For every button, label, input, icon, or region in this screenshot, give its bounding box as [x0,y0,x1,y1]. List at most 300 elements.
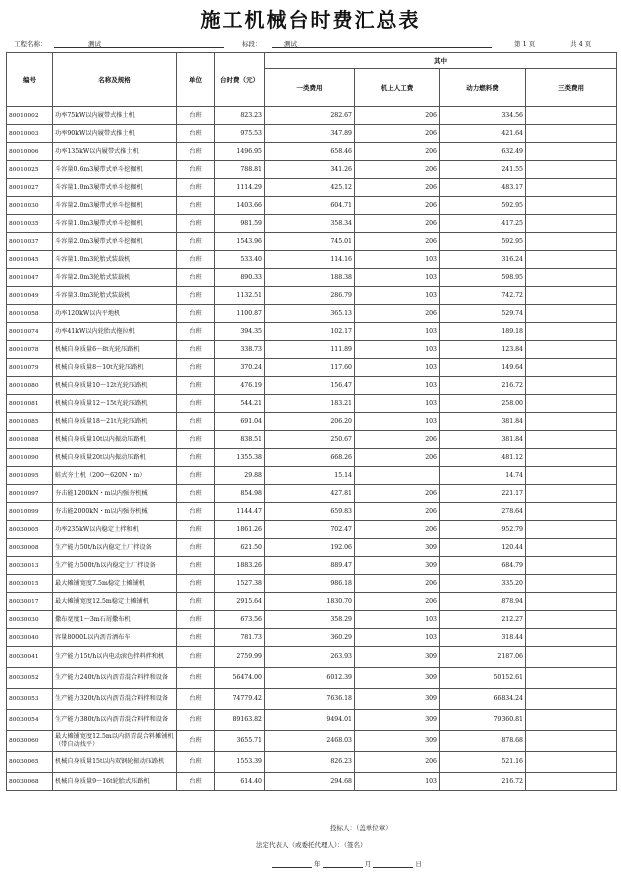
cell-unit: 台班 [177,197,215,215]
cell-rate: 1355.38 [215,449,265,467]
header-meta [14,37,608,51]
cell-c1: 206.20 [265,413,355,431]
cell-c3: 742.72 [440,287,526,305]
cell-code: 80030005 [7,521,53,539]
cell-c2: 206 [355,305,440,323]
cell-name: 生产能力380t/h以内沥青混合料拌和设备 [53,710,177,731]
table-row [7,107,617,125]
section-value: 测试 [284,40,297,48]
table-row [7,395,617,413]
cell-unit: 台班 [177,710,215,731]
cell-c2: 103 [355,773,440,791]
cell-c4 [526,752,617,773]
cell-c1: 1830.70 [265,593,355,611]
cell-c4 [526,161,617,179]
cell-name: 机械自身质量10t以内振动压路机 [53,431,177,449]
cell-c1: 425.12 [265,179,355,197]
cell-code: 80010002 [7,107,53,125]
cell-rate: 74779.42 [215,689,265,710]
cell-c1: 668.26 [265,449,355,467]
cell-c4 [526,539,617,557]
cell-name: 生产能力320t/h以内沥青混合料拌和设备 [53,689,177,710]
cell-c1: 102.17 [265,323,355,341]
cell-c1: 263.93 [265,647,355,668]
cell-code: 80010003 [7,125,53,143]
cell-c3: 120.44 [440,539,526,557]
cell-name: 功率235kW以内稳定土拌和机 [53,521,177,539]
cell-c1: 360.29 [265,629,355,647]
cell-c1: 188.38 [265,269,355,287]
cell-c2: 103 [355,251,440,269]
cell-c4 [526,521,617,539]
cell-c4 [526,731,617,752]
cell-c4 [526,467,617,485]
cell-rate: 394.35 [215,323,265,341]
cell-c2: 206 [355,521,440,539]
day-label: 日 [415,860,422,868]
cell-code: 80030065 [7,752,53,773]
cell-name: 功率120kW以内平地机 [53,305,177,323]
cell-unit: 台班 [177,593,215,611]
cell-c4 [526,377,617,395]
cell-unit: 台班 [177,125,215,143]
cell-name: 功率90kW以内履带式推土机 [53,125,177,143]
cell-code: 80030040 [7,629,53,647]
cell-unit: 台班 [177,557,215,575]
cell-name: 斗容量1.0m3履带式单斗挖掘机 [53,215,177,233]
header-name: 名称及规格 [53,53,177,107]
cell-unit: 台班 [177,611,215,629]
cell-c4 [526,269,617,287]
cell-c1: 659.83 [265,503,355,521]
cell-c2: 103 [355,359,440,377]
cell-c3: 216.72 [440,377,526,395]
cell-unit: 台班 [177,539,215,557]
cell-c3: 632.49 [440,143,526,161]
cell-rate: 788.81 [215,161,265,179]
cell-c3: 684.79 [440,557,526,575]
cell-name: 最大摊铺宽度12.5m稳定土摊铺机 [53,593,177,611]
month-blank [323,859,363,868]
table-row [7,503,617,521]
cell-c1: 702.47 [265,521,355,539]
cell-c2: 103 [355,323,440,341]
page-total: 共 4 页 [570,40,592,48]
cell-c4 [526,323,617,341]
cell-unit: 台班 [177,752,215,773]
cell-c2: 309 [355,668,440,689]
cell-c2: 309 [355,689,440,710]
year-label: 年 [314,860,321,868]
table-row [7,629,617,647]
cell-rate: 1553.39 [215,752,265,773]
table-row [7,197,617,215]
cell-c2: 206 [355,485,440,503]
cell-name: 夯击能2000kN・m以内强夯机械 [53,503,177,521]
cell-code: 80030041 [7,647,53,668]
cell-c3: 598.95 [440,269,526,287]
table-row [7,179,617,197]
cell-c4 [526,449,617,467]
cell-code: 80030017 [7,593,53,611]
cell-rate: 975.53 [215,125,265,143]
cell-unit: 台班 [177,269,215,287]
cell-rate: 1403.66 [215,197,265,215]
cell-c4 [526,251,617,269]
cell-c4 [526,341,617,359]
cell-c3: 381.84 [440,431,526,449]
cell-c3: 241.55 [440,161,526,179]
cell-code: 80030060 [7,731,53,752]
cell-c3: 592.95 [440,233,526,251]
table-row [7,647,617,668]
cell-name: 夯击能1200kN・m以内强夯机械 [53,485,177,503]
cell-c3: 123.84 [440,341,526,359]
cell-c3: 258.00 [440,395,526,413]
cell-c2: 206 [355,593,440,611]
cell-name: 功率135kW以内履带式推土机 [53,143,177,161]
cell-c1: 286.79 [265,287,355,305]
month-label: 月 [364,860,372,868]
cell-code: 80010079 [7,359,53,377]
cell-rate: 1543.96 [215,233,265,251]
table-row [7,377,617,395]
table-row [7,359,617,377]
cell-unit: 台班 [177,359,215,377]
table-row [7,593,617,611]
cell-c4 [526,107,617,125]
cell-c2: 206 [355,431,440,449]
cell-unit: 台班 [177,731,215,752]
cell-c1: 6012.39 [265,668,355,689]
cell-unit: 台班 [177,668,215,689]
cell-name: 最大摊铺宽度12.5m以内沥青混合料摊铺机（带自动找平） [53,731,177,752]
cell-unit: 台班 [177,773,215,791]
cell-c1: 156.47 [265,377,355,395]
section-value-line [272,38,492,48]
cell-c4 [526,647,617,668]
cell-c4 [526,287,617,305]
cell-code: 80030015 [7,575,53,593]
cell-c2: 103 [355,413,440,431]
cell-c2: 206 [355,575,440,593]
section-label: 标段： [242,40,262,48]
cell-rate: 89163.82 [215,710,265,731]
cell-c1: 889.47 [265,557,355,575]
page-number: 第 1 页 [514,40,536,48]
year-blank [272,859,312,868]
cell-code: 80010045 [7,251,53,269]
table-row [7,449,617,467]
cell-c3: 278.64 [440,503,526,521]
cell-c1: 111.89 [265,341,355,359]
cell-c4 [526,557,617,575]
cell-rate: 673.56 [215,611,265,629]
cell-rate: 2915.64 [215,593,265,611]
cell-c1: 114.16 [265,251,355,269]
table-row [7,467,617,485]
cell-code: 80010095 [7,467,53,485]
cell-c3: 50152.61 [440,668,526,689]
cell-name: 机械自身质量20t以内振动压路机 [53,449,177,467]
table-row [7,125,617,143]
cell-c2: 309 [355,731,440,752]
cell-code: 80010047 [7,269,53,287]
table-row [7,668,617,689]
cell-rate: 476.19 [215,377,265,395]
cell-c4 [526,143,617,161]
cell-c1: 745.01 [265,233,355,251]
cell-c4 [526,668,617,689]
cell-c3: 483.17 [440,179,526,197]
cell-c1: 250.67 [265,431,355,449]
table-row [7,611,617,629]
cell-c1: 7636.18 [265,689,355,710]
cell-c1: 282.67 [265,107,355,125]
cell-c2: 103 [355,287,440,305]
table-row [7,269,617,287]
cell-c2: 103 [355,269,440,287]
cell-name: 最大摊铺宽度7.5m稳定土摊铺机 [53,575,177,593]
cell-c1: 294.68 [265,773,355,791]
cell-code: 80010037 [7,233,53,251]
cell-unit: 台班 [177,467,215,485]
cell-unit: 台班 [177,413,215,431]
cell-c1: 986.18 [265,575,355,593]
table-row [7,287,617,305]
cell-c4 [526,485,617,503]
cell-unit: 台班 [177,341,215,359]
cell-code: 80010025 [7,161,53,179]
table-row [7,305,617,323]
table-row [7,251,617,269]
cell-c2: 309 [355,557,440,575]
project-value-line [54,38,224,48]
cell-name: 机械自身质量18～21t光轮压路机 [53,413,177,431]
header-c3: 动力燃料费 [440,69,526,107]
cell-rate: 781.73 [215,629,265,647]
cell-rate: 890.33 [215,269,265,287]
cell-c1: 9494.01 [265,710,355,731]
day-blank [373,859,413,868]
cell-c3: 335.20 [440,575,526,593]
header-group: 其中 [265,53,617,69]
cell-unit: 台班 [177,233,215,251]
cell-rate: 1883.26 [215,557,265,575]
cell-c2: 309 [355,539,440,557]
cell-code: 80010097 [7,485,53,503]
cell-code: 80010006 [7,143,53,161]
cell-rate: 544.21 [215,395,265,413]
cell-code: 80030013 [7,557,53,575]
cell-code: 80010085 [7,413,53,431]
cell-c3: 189.18 [440,323,526,341]
cell-unit: 台班 [177,377,215,395]
cell-c1: 183.21 [265,395,355,413]
cell-unit: 台班 [177,449,215,467]
cell-c4 [526,395,617,413]
cell-unit: 台班 [177,395,215,413]
cell-name: 斗容量3.0m3轮胎式装载机 [53,287,177,305]
date-line [272,859,422,868]
cell-c3: 216.72 [440,773,526,791]
cell-rate: 1114.29 [215,179,265,197]
cell-name: 蛙式夯土机（200～620N・m） [53,467,177,485]
cell-c3: 417.25 [440,215,526,233]
table-row [7,731,617,752]
cell-c3: 318.44 [440,629,526,647]
cell-c3: 66834.24 [440,689,526,710]
cell-c2: 103 [355,629,440,647]
cell-c2: 206 [355,503,440,521]
cell-c1: 192.06 [265,539,355,557]
cell-rate: 1144.47 [215,503,265,521]
cell-name: 斗容量0.6m3履带式单斗挖掘机 [53,161,177,179]
cell-name: 生产能力50t/h以内稳定土厂拌设备 [53,539,177,557]
cell-c4 [526,773,617,791]
cell-rate: 614.40 [215,773,265,791]
cell-c2: 309 [355,647,440,668]
cell-unit: 台班 [177,503,215,521]
cell-unit: 台班 [177,287,215,305]
cell-rate: 1496.95 [215,143,265,161]
cell-c2: 103 [355,395,440,413]
cell-code: 80030052 [7,668,53,689]
cell-c2: 103 [355,377,440,395]
cell-unit: 台班 [177,305,215,323]
cell-name: 容量8000L以内沥青洒布车 [53,629,177,647]
cell-unit: 台班 [177,521,215,539]
cell-rate: 1861.26 [215,521,265,539]
cell-name: 机械自身质量6～8t光轮压路机 [53,341,177,359]
cell-c3: 592.95 [440,197,526,215]
cell-rate: 533.40 [215,251,265,269]
cell-rate: 823.23 [215,107,265,125]
cell-name: 机械自身质量9～16t轮胎式压路机 [53,773,177,791]
cell-name: 斗容量1.0m3履带式单斗挖掘机 [53,179,177,197]
cell-c3: 521.16 [440,752,526,773]
cell-name: 功率41kW以内轮胎式拖拉机 [53,323,177,341]
cell-c4 [526,233,617,251]
header-c4: 三类费用 [526,69,617,107]
cell-name: 机械自身质量8～10t光轮压路机 [53,359,177,377]
cell-rate: 691.04 [215,413,265,431]
cell-c4 [526,215,617,233]
cell-c3: 878.68 [440,731,526,752]
cell-c2: 206 [355,179,440,197]
cell-name: 生产能力240t/h以内沥青混合料拌和设备 [53,668,177,689]
cell-unit: 台班 [177,575,215,593]
cell-code: 80030030 [7,611,53,629]
cell-c1: 826.23 [265,752,355,773]
cell-code: 80030008 [7,539,53,557]
cell-c2: 206 [355,143,440,161]
cell-c1: 2468.03 [265,731,355,752]
cell-c2: 206 [355,107,440,125]
cell-name: 斗容量2.0m3轮胎式装载机 [53,269,177,287]
cell-c3: 381.84 [440,413,526,431]
cell-name: 功率75kW以内履带式推土机 [53,107,177,125]
cell-c2: 206 [355,197,440,215]
cell-c2: 103 [355,341,440,359]
project-value: 测试 [88,40,101,48]
table-row [7,539,617,557]
cell-c2 [355,467,440,485]
cell-code: 80030054 [7,710,53,731]
cell-code: 80010099 [7,503,53,521]
cell-code: 80010078 [7,341,53,359]
cell-c3: 316.24 [440,251,526,269]
table-row [7,413,617,431]
cell-c1: 15.14 [265,467,355,485]
cell-unit: 台班 [177,431,215,449]
cell-c2: 103 [355,611,440,629]
cell-unit: 台班 [177,179,215,197]
table-row [7,752,617,773]
cell-name: 生产能力500t/h以内稳定土厂拌设备 [53,557,177,575]
machine-rate-table [6,52,617,791]
cell-code: 80010058 [7,305,53,323]
cell-c2: 206 [355,449,440,467]
cell-unit: 台班 [177,107,215,125]
cell-c3: 952.79 [440,521,526,539]
table-row [7,431,617,449]
cell-c4 [526,125,617,143]
cell-unit: 台班 [177,323,215,341]
cell-unit: 台班 [177,485,215,503]
header-code: 编号 [7,53,53,107]
cell-unit: 台班 [177,251,215,269]
cell-rate: 981.59 [215,215,265,233]
cell-code: 80010035 [7,215,53,233]
cell-c4 [526,611,617,629]
bidder-line: 投标人：（盖单位章） [330,824,392,832]
cell-name: 机械自身质量10～12t光轮压路机 [53,377,177,395]
cell-c4 [526,710,617,731]
cell-c2: 206 [355,125,440,143]
header-rate: 台时费（元） [215,53,265,107]
cell-unit: 台班 [177,629,215,647]
cell-rate: 1527.38 [215,575,265,593]
cell-c2: 309 [355,710,440,731]
cell-rate: 29.88 [215,467,265,485]
cell-c3: 421.64 [440,125,526,143]
cell-c1: 604.71 [265,197,355,215]
cell-c1: 658.46 [265,143,355,161]
cell-unit: 台班 [177,647,215,668]
cell-code: 80010080 [7,377,53,395]
cell-c2: 206 [355,215,440,233]
table-row [7,710,617,731]
cell-name: 撒布宽度1～3m石屑撒布机 [53,611,177,629]
project-label: 工程名称： [14,40,47,48]
cell-rate: 1132.51 [215,287,265,305]
table-row [7,323,617,341]
cell-code: 80010030 [7,197,53,215]
cell-c2: 206 [355,161,440,179]
cell-rate: 621.50 [215,539,265,557]
cell-name: 机械自身质量12～15t光轮压路机 [53,395,177,413]
cell-rate: 1100.87 [215,305,265,323]
cell-rate: 370.24 [215,359,265,377]
cell-c4 [526,431,617,449]
header-c2: 机上人工费 [355,69,440,107]
cell-rate: 56474.00 [215,668,265,689]
cell-unit: 台班 [177,689,215,710]
cell-rate: 2759.99 [215,647,265,668]
page-title: 施工机械台时费汇总表 [200,8,421,32]
cell-rate: 338.73 [215,341,265,359]
